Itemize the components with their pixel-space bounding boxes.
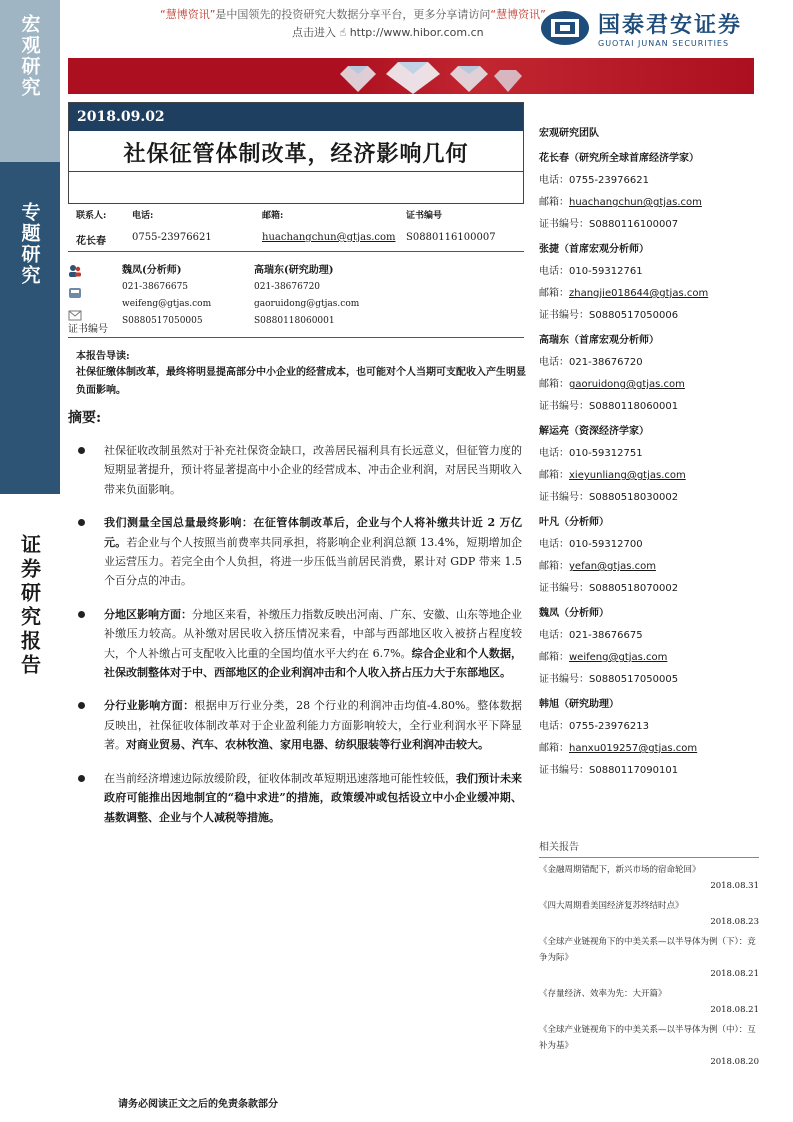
title-divider xyxy=(69,171,523,172)
related-report-title[interactable]: 《全球产业链视角下的中美关系—以半导体为例（下）：竞争为际》 xyxy=(539,937,756,963)
header-note-brand-1: “慧博资讯” xyxy=(160,8,216,21)
contact-divider xyxy=(68,251,524,252)
logo-english-name: GUOTAI JUNAN SECURITIES xyxy=(598,39,730,48)
disclaimer-note: 请务必阅读正文之后的免责条款部分 xyxy=(118,1099,278,1110)
report-title-box xyxy=(68,102,524,204)
member-phone: 0755-23976213 xyxy=(569,721,649,732)
contact-label-phone: 电话: xyxy=(132,211,154,221)
related-report-item[interactable] xyxy=(539,862,759,894)
author-phone: 021-38676675 xyxy=(122,282,189,292)
authors-divider xyxy=(68,337,524,338)
sidebar-section-special: 专题研究 xyxy=(0,162,60,494)
member-name: 花长春（研究所全球首席经济学家） xyxy=(539,153,699,164)
header-link-url[interactable]: http://www.hibor.com.cn xyxy=(349,26,484,39)
header-note xyxy=(160,6,546,22)
related-report-date: 2018.08.20 xyxy=(710,1057,759,1067)
member-email[interactable]: huachangchun@gtjas.com xyxy=(569,197,702,208)
related-report-title[interactable]: 《全球产业链视角下的中美关系—以半导体为例（中）：互补为基》 xyxy=(539,1025,756,1051)
header-link[interactable] xyxy=(292,24,484,40)
team-member: 韩旭（研究助理） 电话：0755-23976213 邮箱：hanxu019257@gtjas.com 证书编号：S0880117090101 xyxy=(539,695,759,776)
author-phone: 021-38676720 xyxy=(254,282,321,292)
related-report-date: 2018.08.21 xyxy=(710,1005,759,1015)
person-icon xyxy=(68,264,82,278)
cert-label: 证书编号 xyxy=(68,324,108,335)
member-cert: S0880517050005 xyxy=(589,674,679,685)
member-phone: 010-59312761 xyxy=(569,266,643,277)
member-name: 张捷（首席宏观分析师） xyxy=(539,244,649,255)
related-report-title[interactable]: 《存量经济、效率为先：大开篇》 xyxy=(539,989,667,999)
header-note-text: 是中国领先的投资研究大数据分享平台，更多分享请访问 xyxy=(215,8,491,21)
member-email[interactable]: weifeng@gtjas.com xyxy=(569,652,668,663)
team-member: 高瑞东（首席宏观分析师） 电话：021-38676720 邮箱：gaoruidong@gtjas.com 证书编号：S0880118060001 xyxy=(539,331,759,412)
diamond-decoration-icon xyxy=(328,58,528,94)
member-name: 魏凤（分析师） xyxy=(539,608,609,619)
member-cert: S0880517050006 xyxy=(589,310,679,321)
related-report-title[interactable]: 《四大周期看美国经济复苏终结时点》 xyxy=(539,901,684,911)
research-team xyxy=(539,124,759,776)
team-member: 张捷（首席宏观分析师） 电话：010-59312761 邮箱：zhangjie018644@gtjas.com 证书编号：S0880517050006 xyxy=(539,240,759,321)
sidebar-section-securities-report: 证券研究报告 xyxy=(0,494,60,1122)
team-title: 宏观研究团队 xyxy=(539,128,599,139)
contact-cert: S0880116100007 xyxy=(406,232,496,243)
company-logo xyxy=(540,8,742,48)
sidebar-section-macro: 宏观研究 xyxy=(0,0,60,162)
author-card xyxy=(254,262,359,330)
member-email[interactable]: zhangjie018644@gtjas.com xyxy=(569,288,709,299)
member-phone: 021-38676675 xyxy=(569,630,643,641)
logo-mark-icon xyxy=(540,9,590,47)
header-note-brand-2: “慧博资讯” xyxy=(490,8,546,21)
author-name: 魏凤(分析师) xyxy=(122,265,182,276)
author-name: 高瑞东(研究助理) xyxy=(254,265,334,276)
related-reports xyxy=(539,838,759,1070)
abstract-bullet: 分行业影响方面：根据申万行业分类，28 个行业的利润冲击均值-4.80%。整体数据反映出，社保征收体制改革对于企业盈利能力方面影响较大，全行业利润水平下降显著。对商业贸易、汽车、农林牧渔、家用电器、纺织服装等行业利润冲击较大。 xyxy=(76,696,522,754)
related-report-date: 2018.08.23 xyxy=(710,917,759,927)
header-banner xyxy=(68,58,754,94)
author-cert: S0880118060001 xyxy=(254,316,335,326)
guide-title: 本报告导读: xyxy=(76,351,130,362)
report-date: 2018.09.02 xyxy=(69,103,523,131)
related-report-item[interactable] xyxy=(539,1022,759,1070)
team-member: 魏凤（分析师） 电话：021-38676675 邮箱：weifeng@gtjas.com 证书编号：S0880517050005 xyxy=(539,604,759,685)
author-email[interactable]: weifeng@gtjas.com xyxy=(122,299,212,309)
member-email[interactable]: gaoruidong@gtjas.com xyxy=(569,379,685,390)
contact-label-cert: 证书编号 xyxy=(406,211,443,221)
related-report-title[interactable]: 《金融周期错配下，新兴市场的宿命轮回》 xyxy=(539,865,701,875)
header-link-prefix: 点击进入 xyxy=(292,26,336,39)
member-email[interactable]: xieyunliang@gtjas.com xyxy=(569,470,686,481)
member-cert: S0880116100007 xyxy=(589,219,679,230)
abstract-bullet: 我们测量全国总量最终影响：在征管体制改革后，企业与个人将补缴共计近 2 万亿元。若企业与个人按照当前费率共同承担，将影响企业利润总额 13.4%，短期增加企业运营压力。若完全由个人负担，将进一步压低当前居民消费，累计对 GDP 带来 1.5 个百分点的冲击。 xyxy=(76,513,522,591)
member-email[interactable]: hanxu019257@gtjas.com xyxy=(569,743,698,754)
author-email[interactable]: gaoruidong@gtjas.com xyxy=(254,299,360,309)
member-cert: S0880518070002 xyxy=(589,583,679,594)
member-cert: S0880117090101 xyxy=(589,765,679,776)
member-name: 韩旭（研究助理） xyxy=(539,699,619,710)
team-member: 花长春（研究所全球首席经济学家） 电话：0755-23976621 邮箱：huachangchun@gtjas.com 证书编号：S0880116100007 xyxy=(539,149,759,230)
member-cert: S0880118060001 xyxy=(589,401,679,412)
contact-email[interactable]: huachangchun@gtjas.com xyxy=(262,232,396,243)
abstract-bullets xyxy=(76,441,522,841)
report-title: 社保征管体制改革，经济影响几何 xyxy=(123,141,469,167)
phone-icon xyxy=(68,286,82,300)
member-email[interactable]: yefan@gtjas.com xyxy=(569,561,656,572)
team-member: 解运亮（资深经济学家） 电话：010-59312751 邮箱：xieyunliang@gtjas.com 证书编号：S0880518030002 xyxy=(539,422,759,503)
member-phone: 010-59312700 xyxy=(569,539,643,550)
abstract-title: 摘要: xyxy=(68,410,102,426)
logo-chinese-name: 国泰君安证券 xyxy=(598,13,743,38)
left-sidebar xyxy=(0,0,60,1122)
contact-name: 花长春 xyxy=(76,236,106,247)
abstract-bullet: 在当前经济增速边际放缓阶段，征收体制改革短期迅速落地可能性较低，我们预计未来政府可能推出因地制宜的“稳中求进”的措施，政策缓冲或包括设立中小企业缓冲期、基数调整、企业与个人减税等措施。 xyxy=(76,769,522,827)
author-cert: S0880517050005 xyxy=(122,316,203,326)
related-title: 相关报告 xyxy=(539,838,759,858)
member-cert: S0880518030002 xyxy=(589,492,679,503)
related-report-item[interactable] xyxy=(539,898,759,930)
related-report-date: 2018.08.31 xyxy=(710,881,759,891)
abstract-bullet: 分地区影响方面：分地区来看，补缴压力指数反映出河南、广东、安徽、山东等地企业补缴压力较高。从补缴对居民收入挤压情况来看，中部与西部地区收入被挤占程度较大，个人补缴占可支配收入比重的全国均值水平大约在 6.7%。综合企业和个人数据，社保改制整体对于中、西部地区的企业利润冲击和个人收入挤占压力大于东部地区。 xyxy=(76,605,522,683)
member-phone: 010-59312751 xyxy=(569,448,643,459)
abstract-bullet: 社保征收改制虽然对于补充社保资金缺口，改善居民福利具有长远意义，但征管力度的短期显著提升，预计将显著提高中小企业的经营成本、冲击企业利润，对居民当期收入带来负面影响。 xyxy=(76,441,522,499)
member-name: 高瑞东（首席宏观分析师） xyxy=(539,335,659,346)
member-name: 叶凡（分析师） xyxy=(539,517,609,528)
related-report-date: 2018.08.21 xyxy=(710,969,759,979)
related-report-item[interactable] xyxy=(539,986,759,1018)
cursor-icon: ☝ xyxy=(339,26,347,39)
author-card xyxy=(122,262,211,330)
guide-text: 社保征缴体制改革，最终将明显提高部分中小企业的经营成本，也可能对个人当期可支配收入产生明显负面影响。 xyxy=(76,367,526,396)
member-phone: 0755-23976621 xyxy=(569,175,649,186)
contact-label-person: 联系人: xyxy=(76,211,107,221)
contact-phone: 0755-23976621 xyxy=(132,232,212,243)
member-phone: 021-38676720 xyxy=(569,357,643,368)
team-member: 叶凡（分析师） 电话：010-59312700 邮箱：yefan@gtjas.com 证书编号：S0880518070002 xyxy=(539,513,759,594)
member-name: 解运亮（资深经济学家） xyxy=(539,426,649,437)
contact-label-email: 邮箱: xyxy=(262,211,284,221)
related-report-item[interactable] xyxy=(539,934,759,982)
